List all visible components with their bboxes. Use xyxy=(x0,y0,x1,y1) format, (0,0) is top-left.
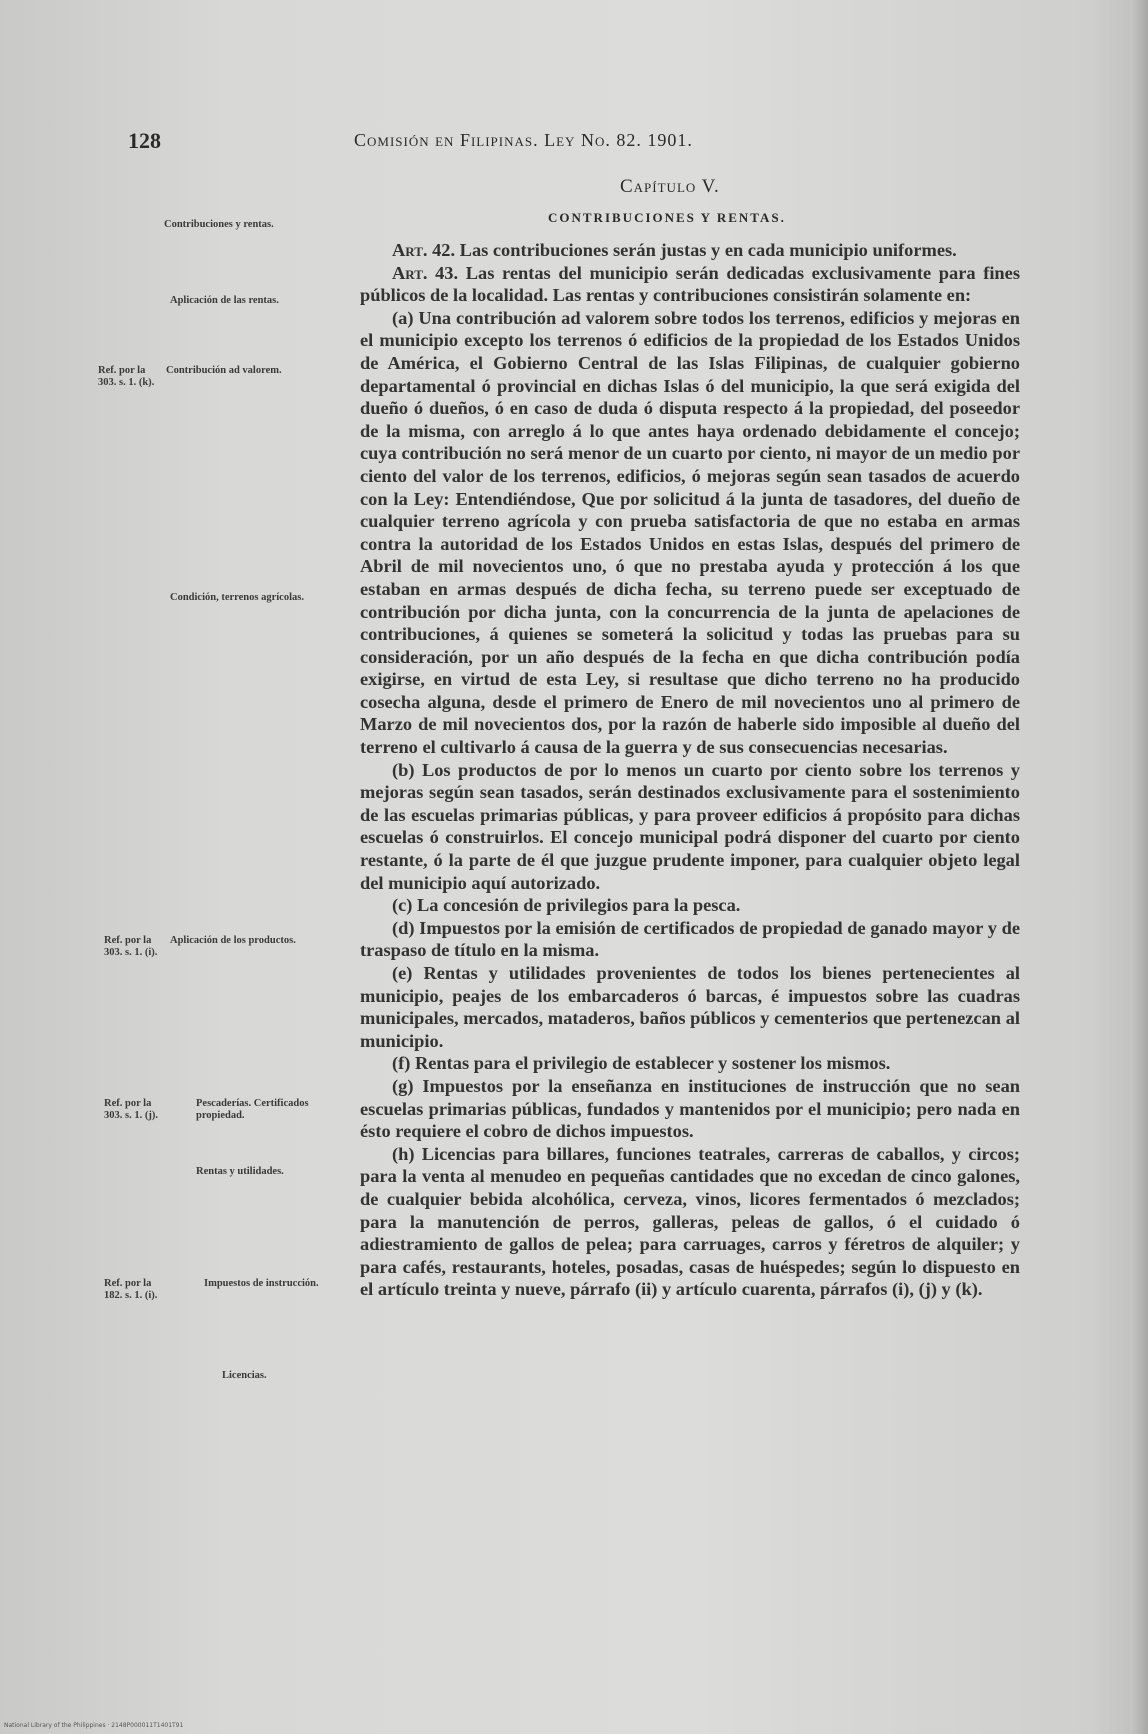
paragraph-g: (g) Impuestos por la enseñanza en instituciones de instrucción que no sean escuelas primarias públicas, fundados y mantenidos por el municipio; pero nada en ésto requiere el cobro de dichos impuestos. xyxy=(360,1075,1020,1142)
margin-note-aplicacion-rentas: Aplicación de las rentas. xyxy=(170,295,279,306)
margin-note-terrenos-agricolas: Condición, terrenos agrícolas. xyxy=(170,592,304,603)
section-title: CONTRIBUCIONES Y RENTAS. xyxy=(548,210,786,225)
margin-note-ad-valorem: Contribución ad valorem. xyxy=(166,365,282,376)
page-number: 128 xyxy=(128,128,161,153)
running-head: Comisión en Filipinas. Ley No. 82. 1901. xyxy=(354,130,693,150)
margin-note-instruccion: Impuestos de instrucción. xyxy=(204,1278,319,1289)
paragraph-e: (e) Rentas y utilidades provenientes de todos los bienes pertenecientes al municipio, peajes de los embarcaderos ó barcas, é impuestos sobre las cuadras municipales, mercados, mataderos, baños públicos y cementerios que pertenezcan al municipio. xyxy=(360,963,1020,1051)
margin-ref-i: Ref. por la 303. s. 1. (i). xyxy=(104,935,158,958)
margin-note-contribuciones: Contribuciones y rentas. xyxy=(164,219,274,230)
margin-ref-j: Ref. por la 303. s. 1. (j). xyxy=(104,1098,158,1121)
margin-note-licencias: Licencias. xyxy=(222,1370,267,1381)
paragraph-art-42: Art. 42. Las contribuciones serán justas y en cada municipio uniformes. xyxy=(392,240,957,260)
paragraph-art-43: Art. 43. Las rentas del municipio serán dedicadas exclusivamente para fines públicos de la localidad. Las rentas y contribuciones consistirán solamente en: xyxy=(360,262,1020,306)
source-tag: National Library of the Philippines · 2148P000011T1401T91 xyxy=(4,1722,184,1729)
paragraph-d: (d) Impuestos por la emisión de certificados de propiedad de ganado mayor y de traspaso de título en la misma. xyxy=(360,917,1020,961)
page-header xyxy=(128,128,918,158)
chapter-title: Capítulo V. xyxy=(620,176,720,197)
margin-ref-i2: Ref. por la 182. s. 1. (i). xyxy=(104,1278,158,1301)
margin-ref-k: Ref. por la 303. s. 1. (k). xyxy=(98,365,155,388)
margin-note-rentas-utilidades: Rentas y utilidades. xyxy=(196,1166,284,1177)
paragraph-h: (h) Licencias para billares, funciones teatrales, carreras de caballos, y circos; para la venta al menudeo en pequeñas cantidades que no excedan de cinco galones, de cualquier bebida alcohólica, cerveza, vinos, licores fermentados ó mezclados; para la manutención de perros, galleras, peleas de gallos, ó el cuidado ó adiestramiento de gallos de pelea; para carruages, carros y féretros de alquiler; y para cafés, restaurants, hoteles, posadas, casas de huéspedes; según lo dispuesto en el artículo treinta y nueve, párrafo (ii) y artículo cuarenta, párrafos (i), (j) y (k). xyxy=(360,1143,1020,1300)
paragraph-f: (f) Rentas para el privilegio de establecer y sostener los mismos. xyxy=(392,1053,891,1074)
paragraph-a: (a) Una contribución ad valorem sobre todos los terrenos, edificios y mejoras en el municipio excepto los terrenos ó edificios de la propiedad de los Estados Unidos de América, el Gobierno Central de las Islas Filipinas, de cualquier gobierno departamental ó provincial en dichas Islas ó del municipio, la que será exigida del dueño ó dueños, ó en caso de duda ó disputa respecto á la propiedad, del poseedor de la misma, con arreglo á lo que antes haya ordenado debidamente el concejo; cuya contribución no será menor de un cuarto por ciento, ni mayor de un medio por ciento del valor de los terrenos, edificios, ó mejoras según sean tasados de acuerdo con la Ley: Entendiéndose, Que por solicitud á la junta de tasadores, del dueño de cualquier terreno agrícola y con prueba satisfactoria de que no estaba en armas contra la autoridad de los Estados Unidos en estas Islas, después del primero de Abril de mil novecientos uno, ó que no prestaba ayuda y protección á los que estaban en armas después de dicha fecha, su terreno puede ser exceptuado de contribución por dicha junta, con la concurrencia de la junta de apelaciones de contribuciones, á quienes se someterá la solicitud y todas las pruebas para su consideración, por un año después de la fecha en que dicha contribución podía exigirse, en virtud de esta Ley, si resultase que dicho terreno no ha producido cosecha alguna, desde el primero de Enero de mil novecientos uno al primero de Marzo de mil novecientos dos, por la razón de haberle sido imposible al dueño del terreno el cultivarlo á causa de la guerra y de sus consecuencias necesarias. xyxy=(360,307,1020,758)
paragraph-c: (c) La concesión de privilegios para la pesca. xyxy=(392,895,741,916)
paragraph-b: (b) Los productos de por lo menos un cuarto por ciento sobre los terrenos y mejoras según sean tasados, serán destinados exclusivamente para el sostenimiento de las escuelas primarias públicas, y para proveer edificios á propósito para dichas escuelas ó construirlos. El concejo municipal podrá disponer del cuarto por ciento restante, ó la parte de él que juzgue prudente imponer, para cualquier objeto legal del municipio aquí autorizado. xyxy=(360,759,1020,893)
scan-edge xyxy=(1130,0,1148,1734)
body-text xyxy=(360,239,1020,1301)
margin-note-productos: Aplicación de los productos. xyxy=(170,935,296,946)
margin-note-pescaderias: Pescaderías. Certificados propiedad. xyxy=(196,1098,309,1121)
